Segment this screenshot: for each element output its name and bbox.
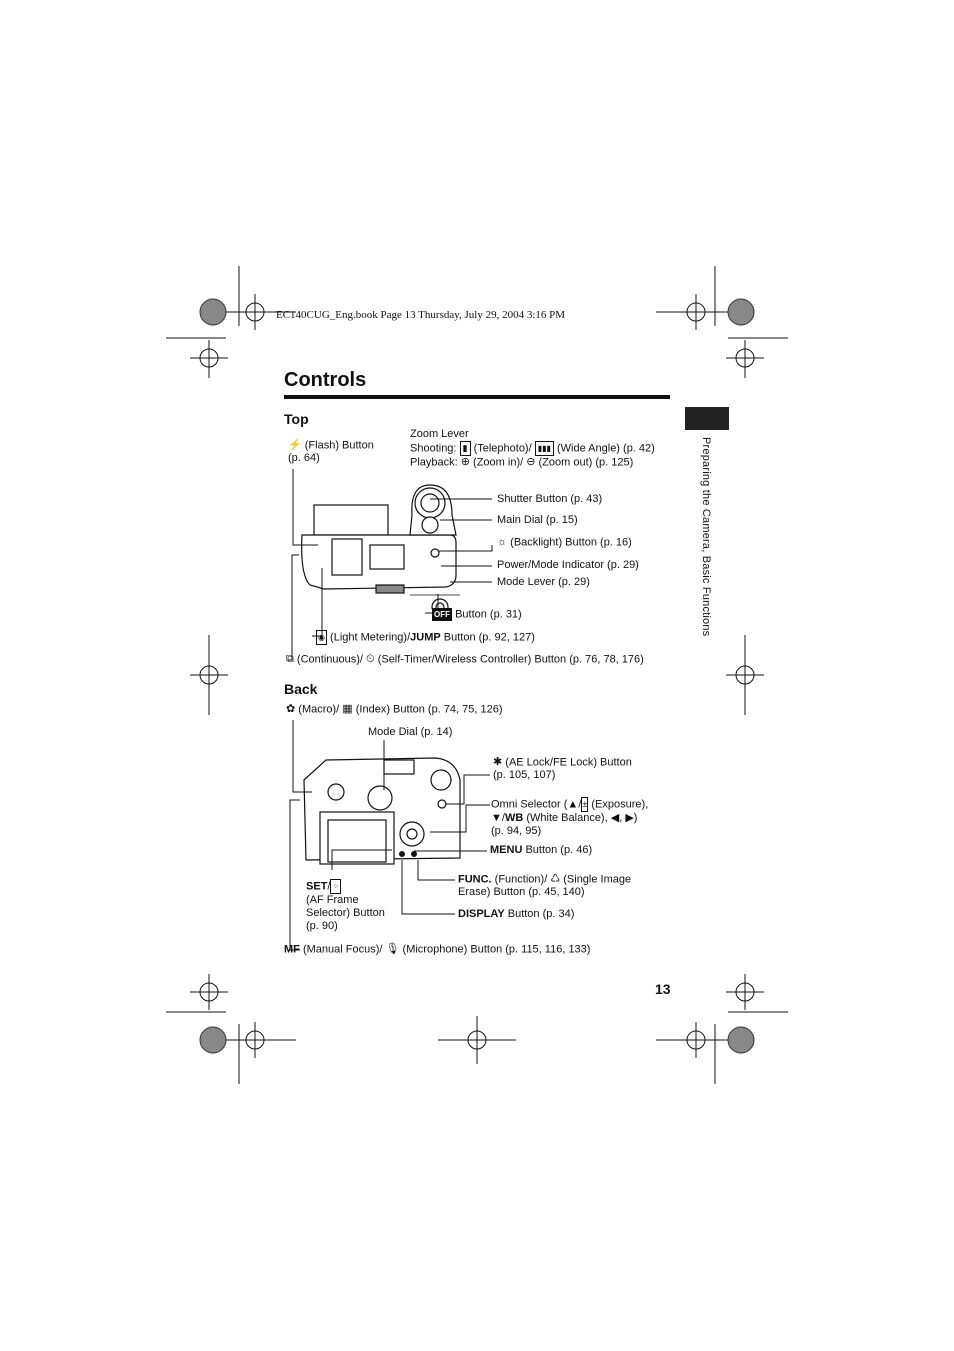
mode-dial-label: Mode Dial (p. 14) — [368, 726, 453, 738]
back-heading: Back — [284, 681, 318, 697]
continuous-label: ⧉ (Continuous)/ ⏲ (Self-Timer/Wireless Controller) Button (p. 76, 78, 176) — [286, 653, 644, 666]
wide-angle-icon: ▮▮▮ — [535, 441, 554, 456]
af-frame-icon: ⁘ — [330, 879, 341, 894]
flash-icon: ⚡ — [288, 439, 302, 451]
display-button-label: DISPLAY Button (p. 34) — [458, 908, 575, 920]
omni-selector-label: Omni Selector (▲/± (Exposure), ▼/WB (White Balance), ◀, ▶) (p. 94, 95) — [491, 798, 649, 837]
exposure-icon: ± — [581, 797, 588, 812]
main-dial-label: Main Dial (p. 15) — [497, 514, 578, 526]
mf-button-label: MF (Manual Focus)/ 🎙 (Microphone) Button (p. 115, 116, 133) — [284, 943, 591, 956]
macro-icon: ✿ — [286, 703, 296, 715]
backlight-label: ☼ (Backlight) Button (p. 16) — [497, 536, 632, 549]
telephoto-icon: ▮ — [460, 441, 471, 456]
left-arrow-icon: ◀ — [610, 812, 620, 824]
erase-icon: ♺ — [550, 873, 561, 885]
flash-label: ⚡ (Flash) Button (p. 64) — [288, 439, 374, 465]
microphone-icon: 🎙 — [385, 943, 400, 955]
page-number: 13 — [655, 981, 671, 997]
ae-lock-icon: ✱ — [493, 756, 503, 768]
func-button-label: FUNC. (Function)/ ♺ (Single Image Erase) Button (p. 45, 140) — [458, 873, 632, 899]
off-icon: OFF — [434, 610, 450, 619]
top-heading: Top — [284, 411, 309, 427]
page-title: Controls — [284, 369, 367, 391]
index-icon: ▦ — [342, 703, 353, 715]
off-button-label: OFF Button (p. 31) — [434, 608, 522, 621]
ae-lock-label: ✱ (AE Lock/FE Lock) Button (p. 105, 107) — [493, 756, 632, 782]
up-arrow-icon: ▲ — [567, 798, 579, 811]
backlight-icon: ☼ — [497, 536, 508, 548]
right-arrow-icon: ▶ — [625, 812, 634, 824]
side-tab-label: Preparing the Camera, Basic Functions — [700, 437, 712, 637]
shutter-label: Shutter Button (p. 43) — [497, 493, 603, 505]
zoom-out-icon: ⊖ — [526, 456, 536, 468]
power-indicator-label: Power/Mode Indicator (p. 29) — [497, 559, 639, 571]
light-metering-label: ◉ (Light Metering)/JUMP Button (p. 92, 127) — [318, 631, 535, 644]
zoom-label: Zoom Lever Shooting: ▮ (Telephoto)/ ▮▮▮ (Wide Angle) (p. 42) Playback: ⊕ (Zoom in)/ ⊖ (Zoom out) (p. 125) — [410, 428, 655, 469]
menu-button-label: MENU Button (p. 46) — [490, 844, 593, 856]
mode-lever-label: Mode Lever (p. 29) — [497, 576, 590, 588]
set-button-label: SET/ ⁘ (AF Frame Selector) Button (p. 90) — [306, 880, 385, 932]
zoom-in-icon: ⊕ — [460, 456, 470, 468]
continuous-icon: ⧉ — [286, 653, 294, 665]
down-arrow-icon: ▼ — [491, 812, 502, 824]
self-timer-icon: ⏲ — [366, 653, 375, 665]
book-header: EC140CUG_Eng.book Page 13 Thursday, July 29, 2004 3:16 PM — [276, 309, 566, 321]
macro-label: ✿ (Macro)/ ▦ (Index) Button (p. 74, 75, 126) — [286, 703, 503, 716]
light-metering-icon: ◉ — [316, 630, 327, 645]
